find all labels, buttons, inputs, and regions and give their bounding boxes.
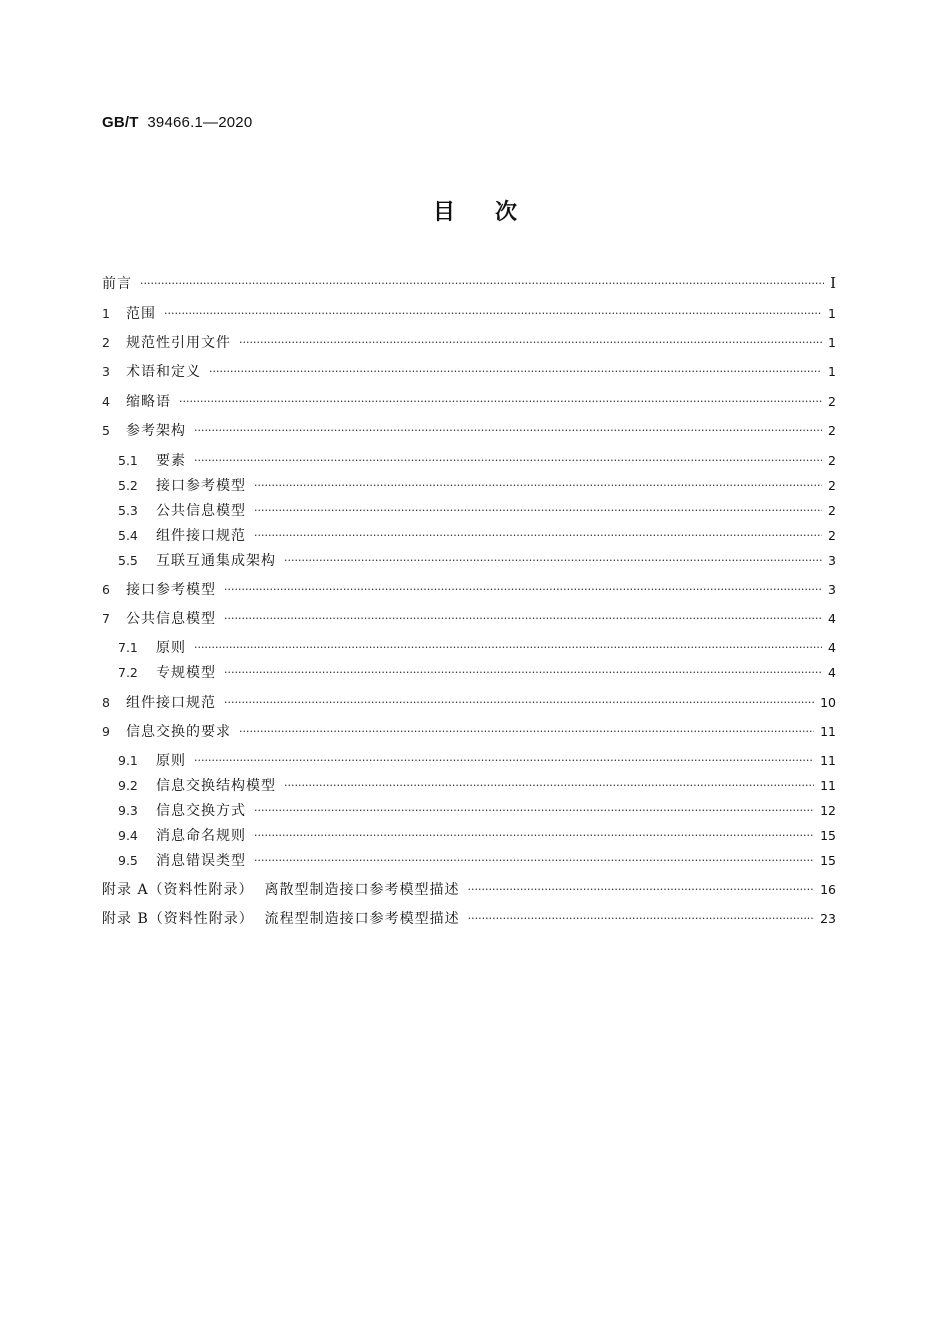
toc-entry-page: 12 <box>820 802 836 818</box>
toc-entry-title: 信息交换结构模型 <box>156 778 276 794</box>
toc-entry-title: 信息交换方式 <box>156 803 246 819</box>
toc-leader-dots <box>468 912 814 925</box>
toc-entry-page: 15 <box>820 852 836 868</box>
toc-entry-page: 1 <box>828 363 836 379</box>
toc-leader-dots <box>179 395 822 408</box>
toc-entry-page: 10 <box>820 694 836 710</box>
toc-subentry[interactable] <box>118 636 836 658</box>
toc-entry[interactable] <box>102 331 836 353</box>
toc-entry-page: 3 <box>828 581 836 597</box>
toc-entry-title: 信息交换的要求 <box>126 724 231 740</box>
toc-entry-number: 8 <box>102 694 110 710</box>
toc-subentry[interactable] <box>118 824 836 846</box>
toc-leader-dots <box>194 424 822 437</box>
toc-entry-page: 2 <box>828 502 836 518</box>
toc-entry-title: 专规模型 <box>156 665 216 681</box>
toc-leader-dots <box>254 529 822 542</box>
toc-subentry[interactable] <box>118 661 836 683</box>
toc-entry-number: 5.2 <box>118 477 138 493</box>
toc-entry-number: 9.5 <box>118 852 138 868</box>
toc-leader-dots <box>284 779 814 792</box>
toc-leader-dots <box>254 854 814 867</box>
toc-subentry[interactable] <box>118 774 836 796</box>
toc-entry-title: 原则 <box>156 753 186 769</box>
standard-prefix: GB/T <box>102 114 139 131</box>
toc-entry-page: 11 <box>820 777 836 793</box>
toc-subentry[interactable] <box>118 449 836 471</box>
toc-subentry[interactable] <box>118 549 836 571</box>
toc-entry-page: 23 <box>820 910 836 926</box>
toc-entry-number: 5.4 <box>118 527 138 543</box>
toc-entry-title: 组件接口规范 <box>126 695 216 711</box>
toc-entry[interactable] <box>102 390 836 412</box>
toc-subentry[interactable] <box>118 474 836 496</box>
toc-entry[interactable] <box>102 720 836 742</box>
toc-subentry[interactable] <box>118 849 836 871</box>
toc-entry-number: 9.2 <box>118 777 138 793</box>
toc-leader-dots <box>194 641 822 654</box>
toc-entry-title: 公共信息模型 <box>126 611 216 627</box>
toc-entry-number: 2 <box>102 334 110 350</box>
toc-leader-dots <box>239 725 814 738</box>
toc-entry-title: 缩略语 <box>126 394 171 410</box>
toc-entry-page: 3 <box>828 552 836 568</box>
toc-entry[interactable] <box>102 419 836 441</box>
toc-entry-page: 4 <box>828 639 836 655</box>
toc-entry-title: 消息错误类型 <box>156 853 246 869</box>
toc-entry-title: 附录 A（资料性附录） 离散型制造接口参考模型描述 <box>102 882 460 898</box>
toc-entry-page: I <box>830 274 836 292</box>
toc-leader-dots <box>194 454 822 467</box>
toc-leader-dots <box>224 612 822 625</box>
page-title: 目次 <box>432 200 557 225</box>
toc-entry-page: 2 <box>828 422 836 438</box>
toc-entry-title: 规范性引用文件 <box>126 335 231 351</box>
toc-subentry[interactable] <box>118 749 836 771</box>
toc-entry-title: 组件接口规范 <box>156 528 246 544</box>
toc-leader-dots <box>254 829 814 842</box>
toc-entry-title: 公共信息模型 <box>156 503 246 519</box>
toc-entry-title: 互联互通集成架构 <box>156 553 276 569</box>
toc-leader-dots <box>209 365 822 378</box>
toc-entry-page: 2 <box>828 477 836 493</box>
toc-entry-title: 要素 <box>156 453 186 469</box>
toc-entry-title: 附录 B（资料性附录） 流程型制造接口参考模型描述 <box>102 911 460 927</box>
toc-entry-appendix-a[interactable] <box>102 878 836 900</box>
toc-entry-number: 6 <box>102 581 110 597</box>
toc-entry-number: 5.3 <box>118 502 138 518</box>
toc-entry-page: 2 <box>828 452 836 468</box>
toc-subentry[interactable] <box>118 799 836 821</box>
toc-entry-page: 11 <box>820 752 836 768</box>
toc-entry-number: 4 <box>102 393 110 409</box>
toc-leader-dots <box>254 504 822 517</box>
toc-entry-number: 1 <box>102 305 110 321</box>
toc-leader-dots <box>254 804 814 817</box>
toc-leader-dots <box>224 696 814 709</box>
toc-entry-title: 参考架构 <box>126 423 186 439</box>
toc-entry[interactable] <box>102 691 836 713</box>
toc-entry-title: 原则 <box>156 640 186 656</box>
standard-number: 39466.1—2020 <box>147 114 253 131</box>
toc-entry-title: 术语和定义 <box>126 364 201 380</box>
toc-entry-page: 16 <box>820 881 836 897</box>
toc-leader-dots <box>194 754 814 767</box>
toc-leader-dots <box>224 666 822 679</box>
toc-leader-dots <box>284 554 822 567</box>
toc-leader-dots <box>254 479 822 492</box>
toc-leader-dots <box>239 336 822 349</box>
toc-entry-page: 2 <box>828 527 836 543</box>
toc-entry-page: 1 <box>828 334 836 350</box>
toc-leader-dots <box>164 307 822 320</box>
toc-entry-page: 1 <box>828 305 836 321</box>
toc-entry-title: 前言 <box>102 276 132 292</box>
toc-entry-number: 3 <box>102 363 110 379</box>
toc-entry-number: 5 <box>102 422 110 438</box>
toc-entry-page: 2 <box>828 393 836 409</box>
toc-leader-dots <box>224 583 822 596</box>
toc-entry[interactable] <box>102 578 836 600</box>
toc-entry-page: 15 <box>820 827 836 843</box>
toc-entry-number: 5.5 <box>118 552 138 568</box>
toc-entry[interactable] <box>102 360 836 382</box>
toc-entry-number: 7 <box>102 610 110 626</box>
toc-entry[interactable] <box>102 302 836 324</box>
toc-entry-page: 4 <box>828 664 836 680</box>
toc-entry-title: 消息命名规则 <box>156 828 246 844</box>
toc-entry-title: 接口参考模型 <box>156 478 246 494</box>
toc-entry-title: 范围 <box>126 306 156 322</box>
toc-entry-title: 接口参考模型 <box>126 582 216 598</box>
toc-entry-foreword[interactable] <box>102 272 836 294</box>
toc-entry-appendix-b[interactable] <box>102 907 836 929</box>
toc-entry-number: 7.1 <box>118 639 138 655</box>
toc-subentry[interactable] <box>118 524 836 546</box>
standard-code <box>102 114 252 131</box>
toc-entry-number: 9 <box>102 723 110 739</box>
toc-leader-dots <box>467 883 814 896</box>
toc-entry-page: 4 <box>828 610 836 626</box>
toc-entry-number: 9.3 <box>118 802 138 818</box>
toc-entry-page: 11 <box>820 723 836 739</box>
toc-entry-number: 9.1 <box>118 752 138 768</box>
toc-entry-number: 7.2 <box>118 664 138 680</box>
toc-subentry[interactable] <box>118 499 836 521</box>
toc-entry-number: 9.4 <box>118 827 138 843</box>
toc-entry-number: 5.1 <box>118 452 138 468</box>
toc-entry[interactable] <box>102 607 836 629</box>
toc-leader-dots <box>140 277 824 290</box>
